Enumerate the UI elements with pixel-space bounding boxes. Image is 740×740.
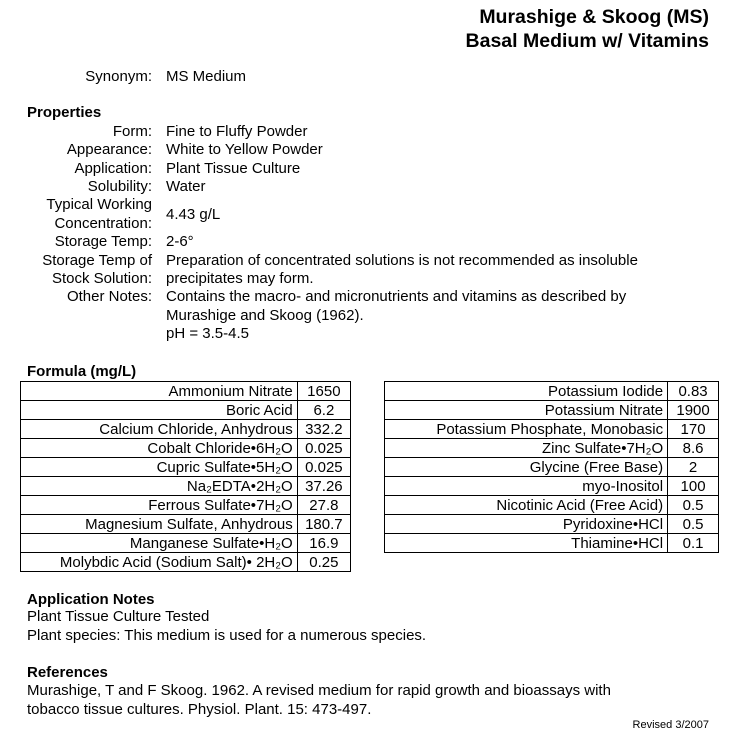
formula-row [21, 534, 351, 553]
ingredient-name: Molybdic Acid (Sodium Salt)• 2H₂O [21, 553, 298, 572]
ingredient-name: Potassium Nitrate [385, 401, 668, 420]
other-notes-value-1: Contains the macro- and micronutrients and vitamins as described by [166, 288, 627, 305]
ingredient-amount: 0.025 [297, 439, 350, 458]
ingredient-amount: 0.025 [297, 458, 350, 477]
storage-temp-value: 2-6° [166, 233, 194, 250]
ingredient-amount: 0.1 [668, 534, 719, 553]
ingredient-amount: 1650 [297, 382, 350, 401]
ingredient-name: Magnesium Sulfate, Anhydrous [21, 515, 298, 534]
formula-row [21, 458, 351, 477]
ingredient-name: Cobalt Chloride•6H₂O [21, 439, 298, 458]
application-note-1: Plant Tissue Culture Tested [27, 608, 210, 625]
ingredient-amount: 27.8 [297, 496, 350, 515]
stock-solution-value-2: precipitates may form. [166, 270, 314, 287]
reference-line-1: Murashige, T and F Skoog. 1962. A revised medium for rapid growth and bioassays with [27, 682, 611, 699]
formula-row [385, 401, 719, 420]
title-line-2: Basal Medium w/ Vitamins [465, 30, 709, 52]
other-notes-label: Other Notes: [66, 288, 152, 305]
formula-table-right [384, 381, 719, 553]
concentration-label-2: Concentration: [54, 215, 152, 232]
ingredient-name: Na₂EDTA•2H₂O [21, 477, 298, 496]
concentration-label-1: Typical Working [46, 196, 152, 213]
formula-row [385, 382, 719, 401]
stock-solution-value-1: Preparation of concentrated solutions is not recommended as insoluble [166, 252, 638, 269]
ph-value: pH = 3.5-4.5 [166, 325, 249, 342]
formula-row [21, 515, 351, 534]
formula-row [21, 401, 351, 420]
title-line-1: Murashige & Skoog (MS) [479, 6, 709, 28]
reference-line-2: tobacco tissue cultures. Physiol. Plant. 15: 473-497. [27, 701, 372, 718]
formula-row [21, 439, 351, 458]
ingredient-name: Thiamine•HCl [385, 534, 668, 553]
form-value: Fine to Fluffy Powder [166, 123, 308, 140]
ingredient-amount: 332.2 [297, 420, 350, 439]
ingredient-amount: 170 [668, 420, 719, 439]
ingredient-name: Ferrous Sulfate•7H₂O [21, 496, 298, 515]
application-note-2: Plant species: This medium is used for a numerous species. [27, 627, 427, 644]
solubility-label: Solubility: [87, 178, 152, 195]
formula-row [385, 439, 719, 458]
ingredient-amount: 1900 [668, 401, 719, 420]
appearance-value: White to Yellow Powder [166, 141, 323, 158]
application-notes-heading: Application Notes [27, 591, 155, 608]
ingredient-name: Zinc Sulfate•7H₂O [385, 439, 668, 458]
ingredient-amount: 0.25 [297, 553, 350, 572]
formula-heading: Formula (mg/L) [27, 363, 137, 380]
formula-row [21, 420, 351, 439]
appearance-label: Appearance: [66, 141, 152, 158]
formula-row [385, 534, 719, 553]
ingredient-name: myo-Inositol [385, 477, 668, 496]
formula-row [385, 496, 719, 515]
ingredient-name: Potassium Phosphate, Monobasic [385, 420, 668, 439]
ingredient-amount: 180.7 [297, 515, 350, 534]
application-label: Application: [74, 160, 152, 177]
ingredient-name: Boric Acid [21, 401, 298, 420]
references-heading: References [27, 664, 108, 681]
ingredient-name: Manganese Sulfate•H₂O [21, 534, 298, 553]
ingredient-amount: 16.9 [297, 534, 350, 553]
formula-row [21, 477, 351, 496]
formula-row [385, 458, 719, 477]
ingredient-name: Glycine (Free Base) [385, 458, 668, 477]
formula-row [385, 515, 719, 534]
application-value: Plant Tissue Culture [166, 160, 301, 177]
synonym-label: Synonym: [85, 68, 152, 85]
ingredient-name: Calcium Chloride, Anhydrous [21, 420, 298, 439]
formula-row [21, 382, 351, 401]
properties-heading: Properties [27, 104, 102, 121]
ingredient-amount: 0.5 [668, 496, 719, 515]
ingredient-amount: 8.6 [668, 439, 719, 458]
ingredient-amount: 6.2 [297, 401, 350, 420]
form-label: Form: [112, 123, 152, 140]
ingredient-name: Nicotinic Acid (Free Acid) [385, 496, 668, 515]
ingredient-name: Potassium Iodide [385, 382, 668, 401]
ingredient-amount: 37.26 [297, 477, 350, 496]
other-notes-value-2: Murashige and Skoog (1962). [166, 307, 364, 324]
formula-table-left [20, 381, 351, 572]
ingredient-name: Ammonium Nitrate [21, 382, 298, 401]
storage-temp-label: Storage Temp: [54, 233, 152, 250]
synonym-value: MS Medium [166, 68, 247, 85]
ingredient-amount: 0.5 [668, 515, 719, 534]
formula-row [385, 477, 719, 496]
formula-row [21, 496, 351, 515]
ingredient-name: Pyridoxine•HCl [385, 515, 668, 534]
stock-solution-label-2: Stock Solution: [51, 270, 152, 287]
solubility-value: Water [166, 178, 206, 195]
concentration-value: 4.43 g/L [166, 206, 221, 223]
revised-date: Revised 3/2007 [632, 719, 709, 731]
ingredient-amount: 100 [668, 477, 719, 496]
document-title [466, 5, 709, 53]
formula-row [21, 553, 351, 572]
formula-row [385, 420, 719, 439]
ingredient-amount: 0.83 [668, 382, 719, 401]
ingredient-name: Cupric Sulfate•5H₂O [21, 458, 298, 477]
stock-solution-label-1: Storage Temp of [42, 252, 152, 269]
ingredient-amount: 2 [668, 458, 719, 477]
